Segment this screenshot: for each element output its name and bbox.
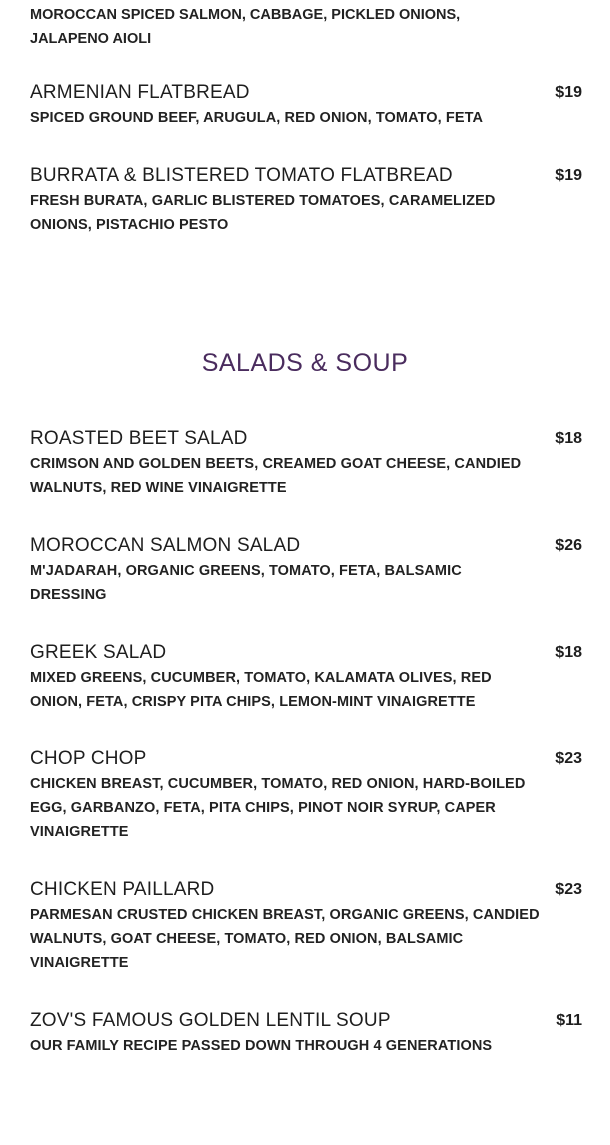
menu-item-description: PARMESAN CRUSTED CHICKEN BREAST, ORGANIC GREENS, CANDIED WALNUTS, GOAT CHEESE, TOMATO, RED ONION, BALSAMIC VINAIGRETTE xyxy=(30,907,540,971)
menu-item-price: $19 xyxy=(555,167,582,184)
menu-item-burrata-flatbread xyxy=(30,165,582,237)
menu-item-price: $23 xyxy=(555,750,582,767)
menu-item-price: $11 xyxy=(556,1012,582,1029)
menu-item-name: ROASTED BEET SALAD xyxy=(30,428,248,449)
menu-item-price: $23 xyxy=(555,881,582,898)
menu-item-description: CRIMSON AND GOLDEN BEETS, CREAMED GOAT CHEESE, CANDIED WALNUTS, RED WINE VINAIGRETTE xyxy=(30,456,522,496)
menu-item-chicken-paillard xyxy=(30,879,582,975)
menu-item-name: CHOP CHOP xyxy=(30,748,147,769)
menu-item-golden-lentil-soup xyxy=(30,1010,582,1058)
menu-item-moroccan-salmon-salad xyxy=(30,535,582,607)
menu-item-description: M'JADARAH, ORGANIC GREENS, TOMATO, FETA, BALSAMIC DRESSING xyxy=(30,563,462,603)
menu-item-name: BURRATA & BLISTERED TOMATO FLATBREAD xyxy=(30,165,453,186)
menu-item-price: $26 xyxy=(555,537,582,554)
menu-item-price: $19 xyxy=(555,84,582,101)
menu-item-description: MIXED GREENS, CUCUMBER, TOMATO, KALAMATA OLIVES, RED ONION, FETA, CRISPY PITA CHIPS, LEMON-MINT VINAIGRETTE xyxy=(30,670,492,710)
menu-item-description: FRESH BURATA, GARLIC BLISTERED TOMATOES, CARAMELIZED ONIONS, PISTACHIO PESTO xyxy=(30,193,496,233)
menu-item-description: CHICKEN BREAST, CUCUMBER, TOMATO, RED ONION, HARD-BOILED EGG, GARBANZO, FETA, PITA CHIPS, PINOT NOIR SYRUP, CAPER VINAIGRETTE xyxy=(30,776,526,840)
menu-item-greek-salad xyxy=(30,642,582,714)
menu-item-armenian-flatbread xyxy=(30,82,582,130)
menu-item-name: ZOV'S FAMOUS GOLDEN LENTIL SOUP xyxy=(30,1010,391,1031)
menu-item-name: CHICKEN PAILLARD xyxy=(30,879,215,900)
menu-item-name: ARMENIAN FLATBREAD xyxy=(30,82,250,103)
menu-item-description: SPICED GROUND BEEF, ARUGULA, RED ONION, TOMATO, FETA xyxy=(30,110,484,126)
section-title: SALADS & SOUP xyxy=(201,349,409,377)
menu-item-chop-chop xyxy=(30,748,582,844)
menu-item-name: GREEK SALAD xyxy=(30,642,167,663)
menu-item-description: OUR FAMILY RECIPE PASSED DOWN THROUGH 4 GENERATIONS xyxy=(30,1038,493,1054)
menu-item-price: $18 xyxy=(555,430,582,447)
menu-item-name: MOROCCAN SALMON SALAD xyxy=(30,535,301,556)
menu-item-price: $18 xyxy=(555,644,582,661)
menu-item-description: MOROCCAN SPICED SALMON, CABBAGE, PICKLED ONIONS, JALAPENO AIOLI xyxy=(30,7,461,47)
menu-item-roasted-beet-salad xyxy=(30,428,582,500)
